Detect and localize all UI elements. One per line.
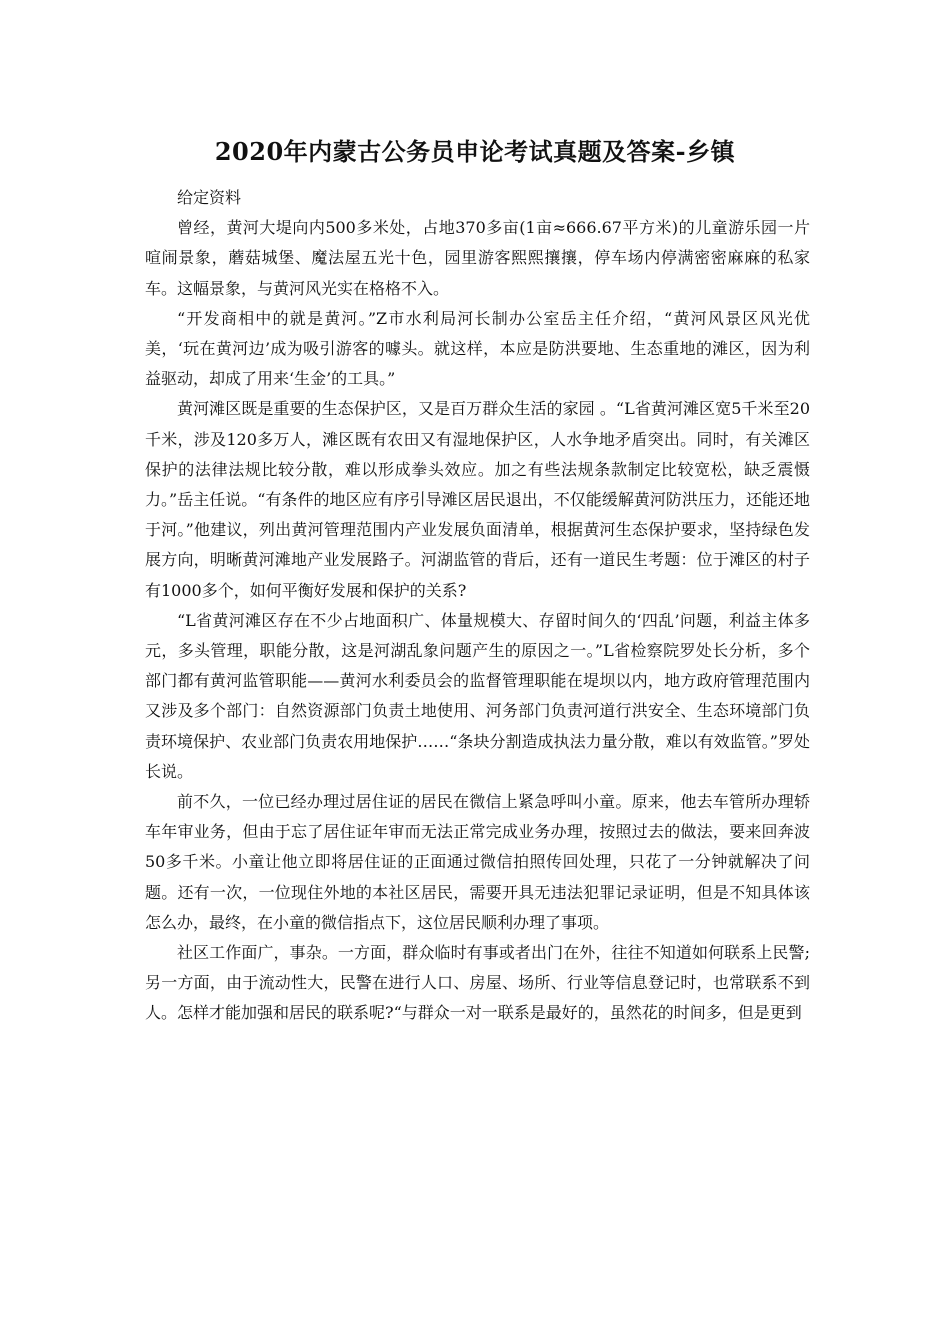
paragraph-5: 前不久，一位已经办理过居住证的居民在微信上紧急呼叫小童。原来，他去车管所办理轿车年审业务，但由于忘了居住证年审而无法正常完成业务办理，按照过去的做法，要来回奔波50多千米。小童让他立即将居住证的正面通过微信拍照传回处理，只花了一分钟就解决了问题。还有一次，一位现住外地的本社区居民，需要开具无违法犯罪记录证明，但是不知具体该怎么办，最终，在小童的微信指点下，这位居民顺利办理了事项。 xyxy=(145,792,810,932)
paragraph-6: 社区工作面广，事杂。一方面，群众临时有事或者出门在外，往往不知道如何联系上民警;另一方面，由于流动性大，民警在进行人口、房屋、场所、行业等信息登记时，也常联系不到人。怎样才能加强和居民的联系呢?“与群众一对一联系是最好的，虽然花的时间多，但是更到 xyxy=(145,943,810,1023)
paragraph-3: 黄河滩区既是重要的生态保护区，又是百万群众生活的家园 。“L省黄河滩区宽5千米至20千米，涉及120多万人，滩区既有农田又有湿地保护区，人水争地矛盾突出。同时，有关滩区保护的法律法规比较分散，难以形成拳头效应。加之有些法规条款制定比较宽松，缺乏震慑力。”岳主任说。“有条件的地区应有序引导滩区居民退出，不仅能缓解黄河防洪压力，还能还地于河。”他建议，列出黄河管理范围内产业发展负面清单，根据黄河生态保护要求，坚持绿色发展方向，明晰黄河滩地产业发展路子。河湖监管的背后，还有一道民生考题：位于滩区的村子有1000多个，如何平衡好发展和保护的关系? xyxy=(145,399,810,600)
paragraph-2: “开发商相中的就是黄河。”Z市水利局河长制办公室岳主任介绍，“黄河风景区风光优美，‘玩在黄河边’成为吸引游客的噱头。就这样，本应是防洪要地、生态重地的滩区，因为利益驱动，却成了用来‘生金’的工具。” xyxy=(145,308,810,389)
document-title: 2020年内蒙古公务员申论考试真题及答案-乡镇 xyxy=(214,137,736,166)
section-heading: 给定资料 xyxy=(177,188,242,207)
paragraph-4: “L省黄河滩区存在不少占地面积广、体量规模大、存留时间久的‘四乱’问题，利益主体多元，多头管理，职能分散，这是河湖乱象问题产生的原因之一。”L省检察院罗处长分析，多个部门都有黄河监管职能——黄河水利委员会的监督管理职能在堤坝以内，地方政府管理范围内又涉及多个部门：自然资源部门负责土地使用、河务部门负责河道行洪安全、生态环境部门负责环境保护、农业部门负责农用地保护……“条块分割造成执法力量分散，难以有效监管。”罗处长说。 xyxy=(145,610,810,781)
document-body xyxy=(145,183,810,1029)
paragraph-1: 曾经，黄河大堤向内500多米处，占地370多亩(1亩≈666.67平方米)的儿童游乐园一片喧闹景象，蘑菇城堡、魔法屋五光十色，园里游客熙熙攘攘，停车场内停满密密麻麻的私家车。这幅景象，与黄河风光实在格格不入。 xyxy=(145,218,810,298)
